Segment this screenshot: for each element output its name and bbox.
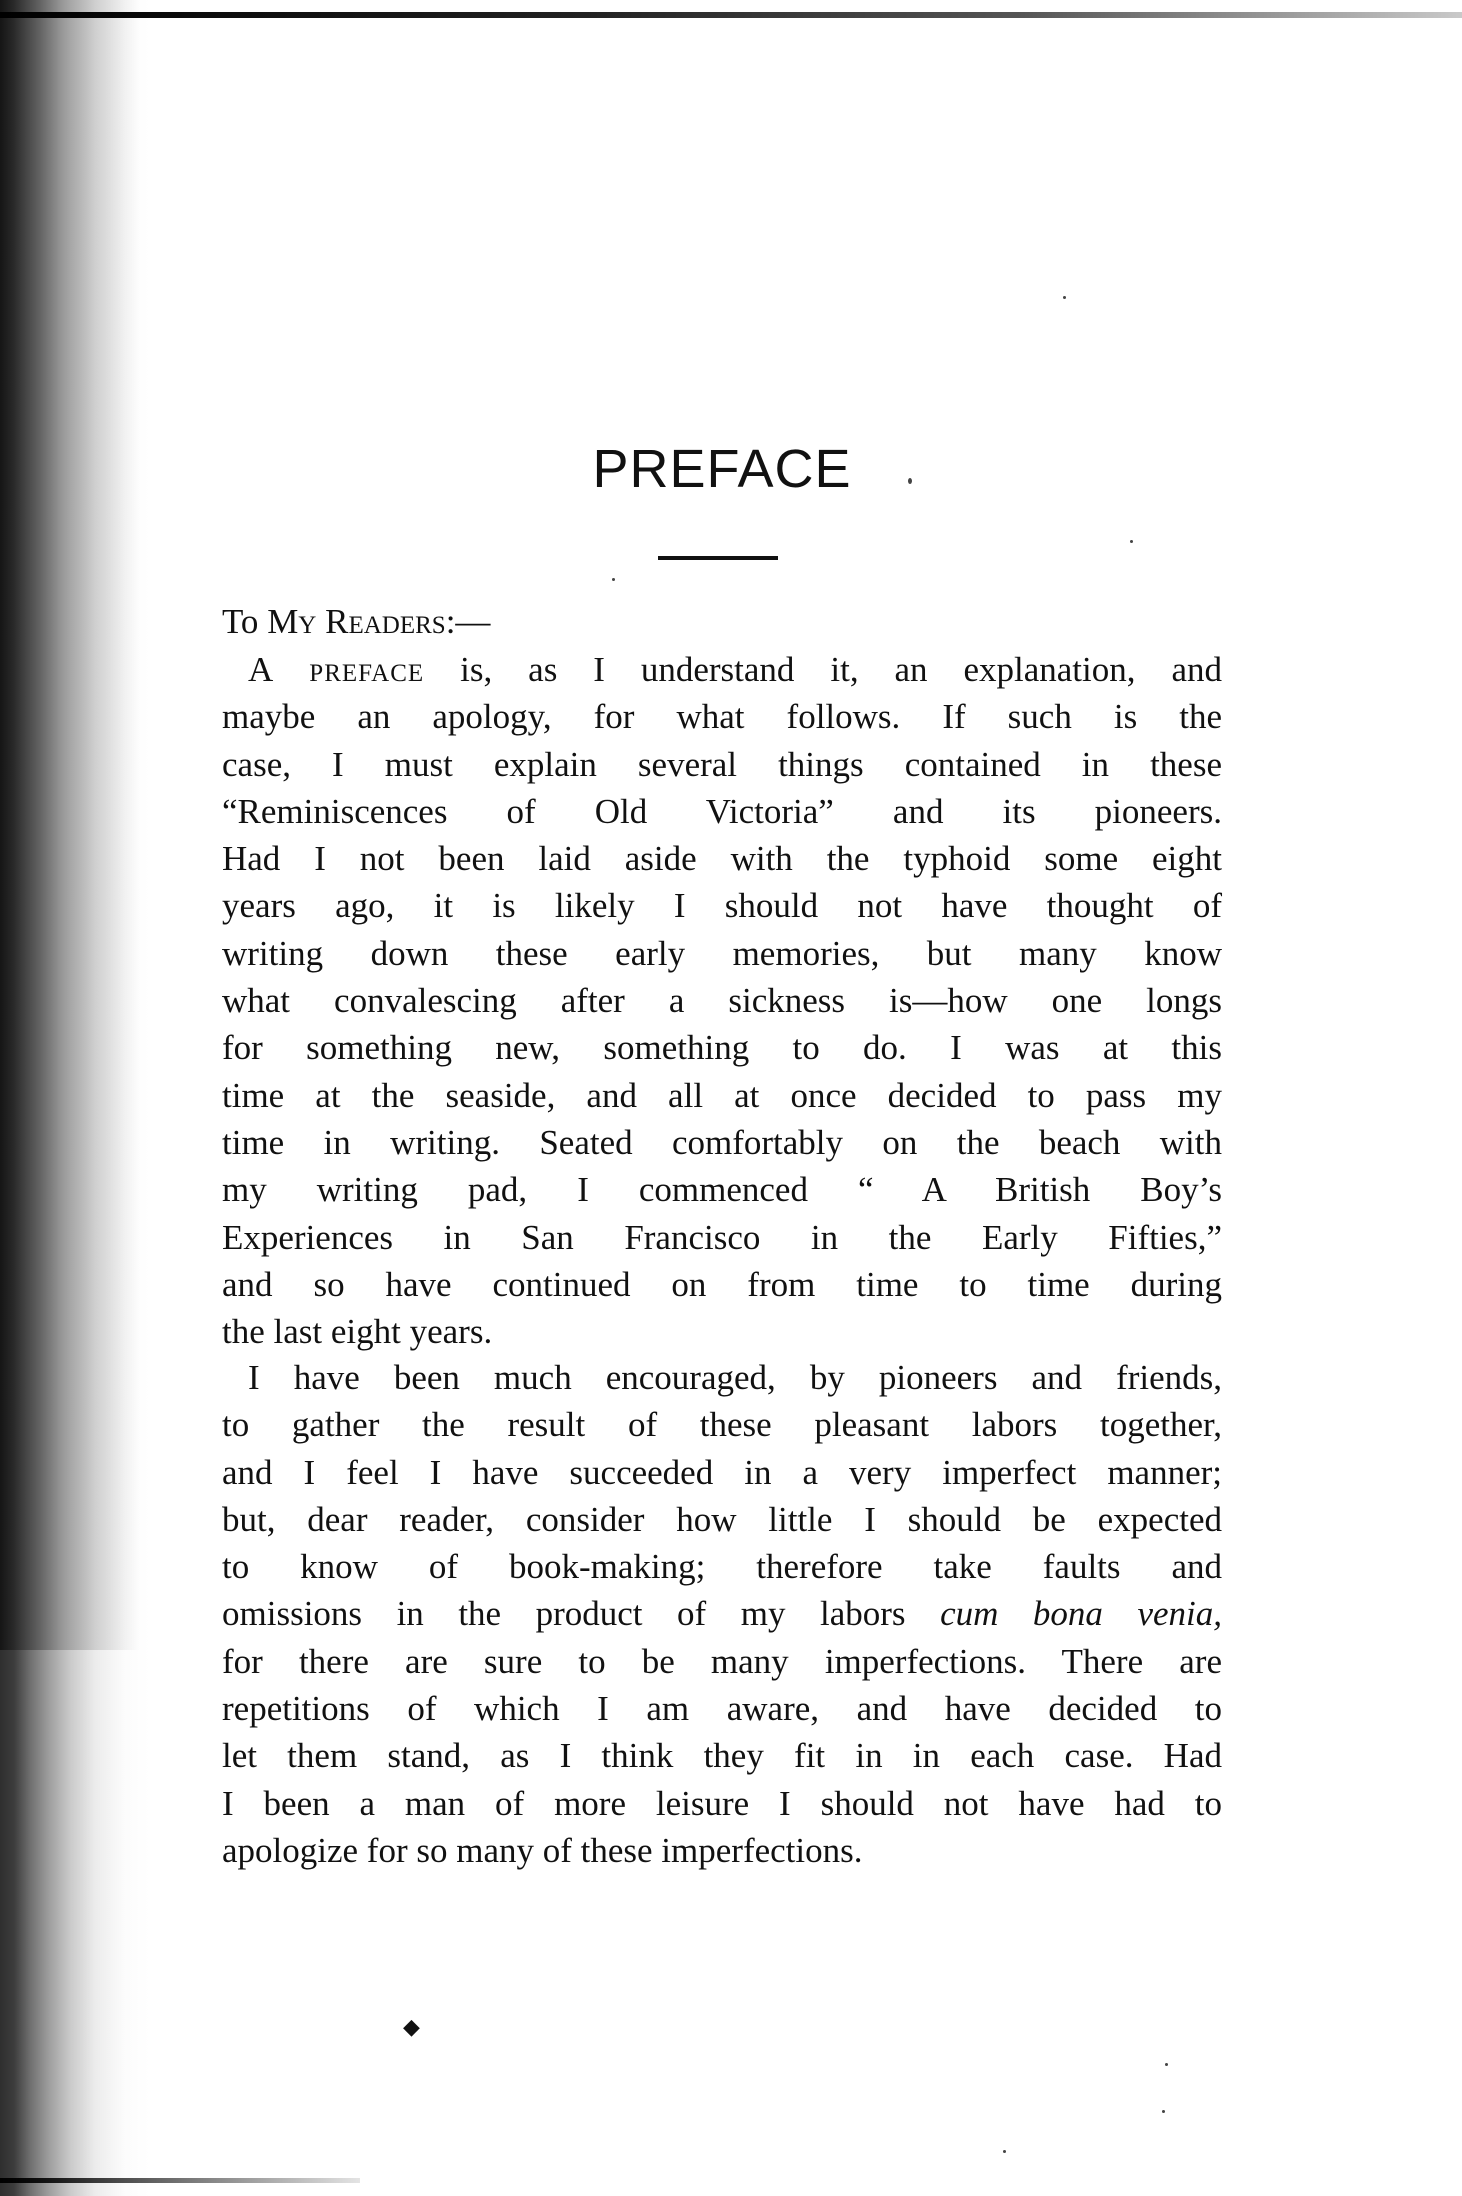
paragraph-line: but, dear reader, consider how little I should be expected	[222, 1499, 1222, 1539]
paragraph-line: for there are sure to be many imperfections. There are	[222, 1641, 1222, 1681]
paragraph-line: and I feel I have succeeded in a very imperfect manner;	[222, 1452, 1222, 1492]
title-divider	[658, 556, 778, 560]
ink-speck	[1130, 540, 1133, 543]
paragraph-line: maybe an apology, for what follows. If such is the	[222, 697, 1222, 737]
salutation-suffix: :—	[445, 602, 491, 641]
salutation-small-caps: My Readers	[267, 602, 446, 641]
paragraph-line: I been a man of more leisure I should not have had to	[222, 1783, 1222, 1823]
ink-speck	[908, 478, 912, 484]
paragraph-line: writing down these early memories, but many know	[222, 933, 1222, 973]
scan-gutter-shadow-upper	[0, 0, 150, 1650]
paragraph-line: case, I must explain several things contained in these	[222, 744, 1222, 784]
paragraph-line: repetitions of which I am aware, and have decided to	[222, 1689, 1222, 1729]
ink-speck	[1162, 2110, 1165, 2113]
paragraph-line: Had I not been laid aside with the typhoid some eight	[222, 839, 1222, 879]
paragraph-line: what convalescing after a sickness is—how one longs	[222, 981, 1222, 1021]
paragraph-2	[222, 1354, 1222, 1874]
paragraph-1	[222, 646, 1222, 1355]
paragraph-line: the last eight years.	[222, 1312, 493, 1352]
scan-bottom-edge	[0, 2178, 360, 2183]
paragraph-line: time in writing. Seated comfortably on the beach with	[222, 1122, 1222, 1162]
line-text: is, as I understand it, an explanation, and	[424, 650, 1222, 689]
paragraph-line: years ago, it is likely I should not have thought of	[222, 886, 1222, 926]
paragraph-line: Experiences in San Francisco in the Early Fifties,”	[222, 1217, 1222, 1257]
paragraph-line: let them stand, as I think they fit in in each case. Had	[222, 1736, 1222, 1776]
paragraph-line: and so have continued on from time to time during	[222, 1264, 1222, 1304]
lead-word: A preface	[248, 650, 425, 689]
ink-speck	[612, 578, 615, 581]
paragraph-line: for something new, something to do. I was at this	[222, 1028, 1222, 1068]
italic-phrase: cum bona venia,	[940, 1594, 1222, 1634]
paragraph-line: to know of book-making; therefore take faults and	[222, 1547, 1222, 1587]
line-text: omissions in the product of my labors	[222, 1594, 941, 1634]
salutation	[222, 598, 490, 645]
paragraph-line: time at the seaside, and all at once decided to pass my	[222, 1075, 1222, 1115]
ink-speck	[1063, 296, 1066, 299]
paragraph-line	[222, 646, 1222, 693]
paragraph-line: apologize for so many of these imperfections.	[222, 1830, 863, 1870]
paragraph-line: to gather the result of these pleasant labors together,	[222, 1405, 1222, 1445]
ink-speck	[1165, 2063, 1168, 2066]
salutation-prefix: To	[222, 602, 268, 641]
paragraph-line: “Reminiscences of Old Victoria” and its pioneers.	[222, 791, 1222, 831]
paragraph-line: my writing pad, I commenced “ A British Boy’s	[222, 1170, 1222, 1210]
paragraph-line	[222, 1590, 1222, 1637]
ink-blot-mark: ◆	[403, 2014, 420, 2039]
ink-speck	[1003, 2150, 1006, 2153]
page-title: PREFACE	[592, 439, 852, 499]
scan-top-edge	[0, 12, 1462, 18]
paragraph-line: I have been much encouraged, by pioneers and friends,	[248, 1358, 1222, 1397]
